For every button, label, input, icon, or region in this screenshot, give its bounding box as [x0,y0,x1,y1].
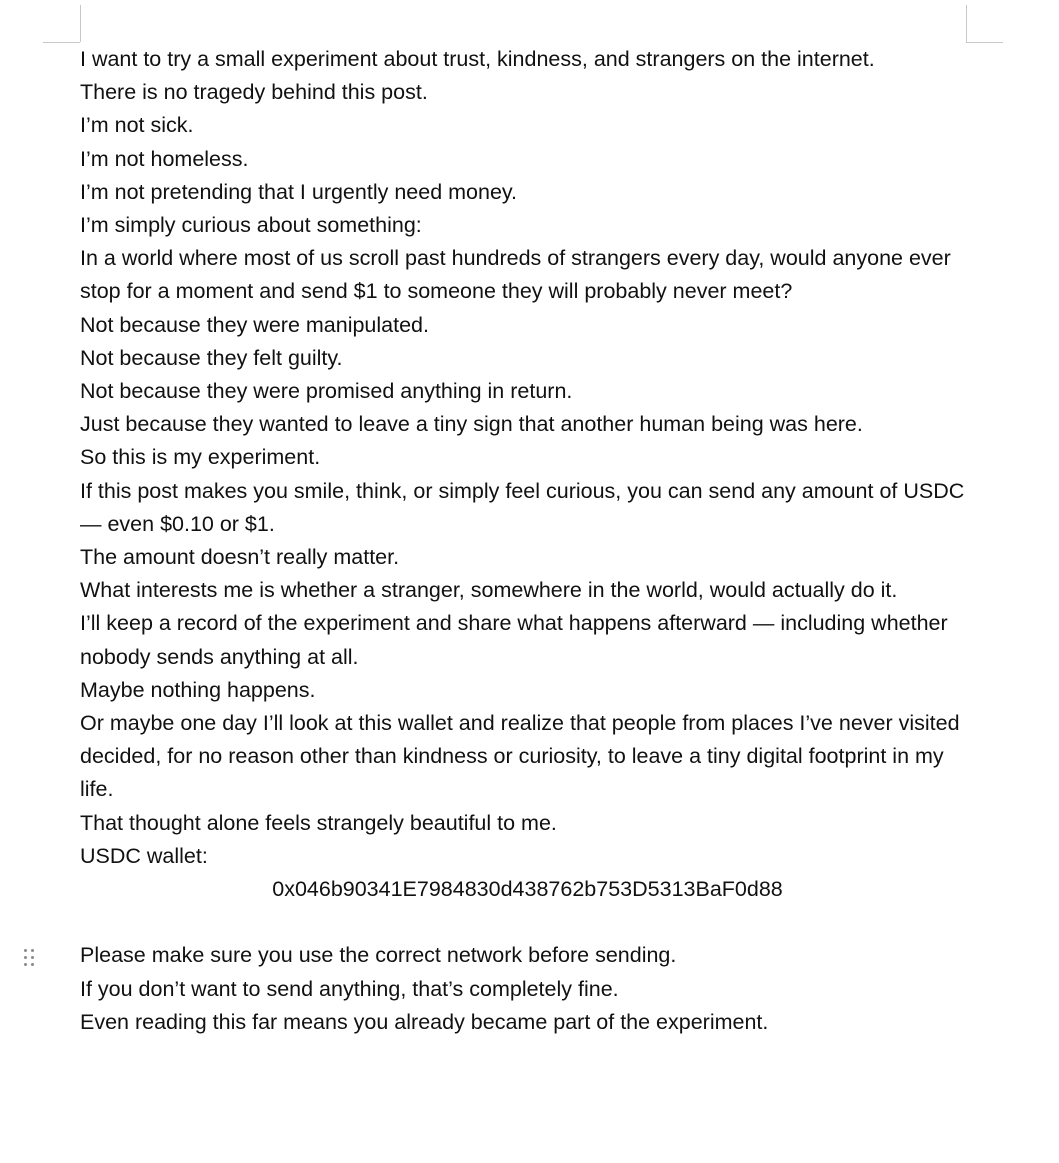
paragraph: Please make sure you use the correct network before sending. [80,943,677,968]
paragraph: If you don’t want to send anything, that’s completely fine. [80,976,619,1001]
margin-crop-mark-top-left [80,5,81,42]
paragraph: I want to try a small experiment about trust, kindness, and strangers on the internet. [80,47,875,71]
paragraph: I’m simply curious about something: [80,213,422,238]
paragraph: I’ll keep a record of the experiment and share what happens afterward — including whether nobody sends anything at all. [80,611,948,669]
paragraph: What interests me is whether a stranger, somewhere in the world, would actually do it. [80,578,898,603]
margin-crop-mark-top-left [43,42,80,43]
paragraph: I’m not sick. [80,113,194,138]
paragraph: There is no tragedy behind this post. [80,80,428,105]
drag-handle-icon[interactable] [24,949,36,967]
paragraph: Maybe nothing happens. [80,677,316,702]
paragraph: That thought alone feels strangely beautiful to me. [80,810,557,835]
paragraph: Just because they wanted to leave a tiny sign that another human being was here. [80,412,863,437]
paragraph [80,906,975,939]
paragraph: Not because they felt guilty. [80,345,343,370]
paragraph: Even reading this far means you already became part of the experiment. [80,1009,769,1034]
paragraph: So this is my experiment. [80,445,321,470]
wallet-address: 0x046b90341E7984830d438762b753D5313BaF0d88 [272,877,783,902]
paragraph: In a world where most of us scroll past hundreds of strangers every day, would anyone ever stop for a moment and send $1 to someone they will probably never meet? [80,246,951,304]
paragraph: USDC wallet: [80,843,208,868]
paragraph: Or maybe one day I’ll look at this wallet and realize that people from places I’ve never visited decided, for no reason other than kindness or curiosity, to leave a tiny digital footprint in my life. [80,711,960,802]
paragraph: Not because they were promised anything in return. [80,379,573,404]
paragraph: I’m not homeless. [80,146,249,171]
paragraph: The amount doesn’t really matter. [80,545,400,570]
paragraph: I’m not pretending that I urgently need money. [80,179,518,204]
paragraph: Not because they were manipulated. [80,312,429,337]
paragraph: If this post makes you smile, think, or simply feel curious, you can send any amount of USDC — even $0.10 or $1. [80,478,965,536]
document-body[interactable] [80,43,975,1039]
margin-crop-mark-top-right [966,5,967,42]
